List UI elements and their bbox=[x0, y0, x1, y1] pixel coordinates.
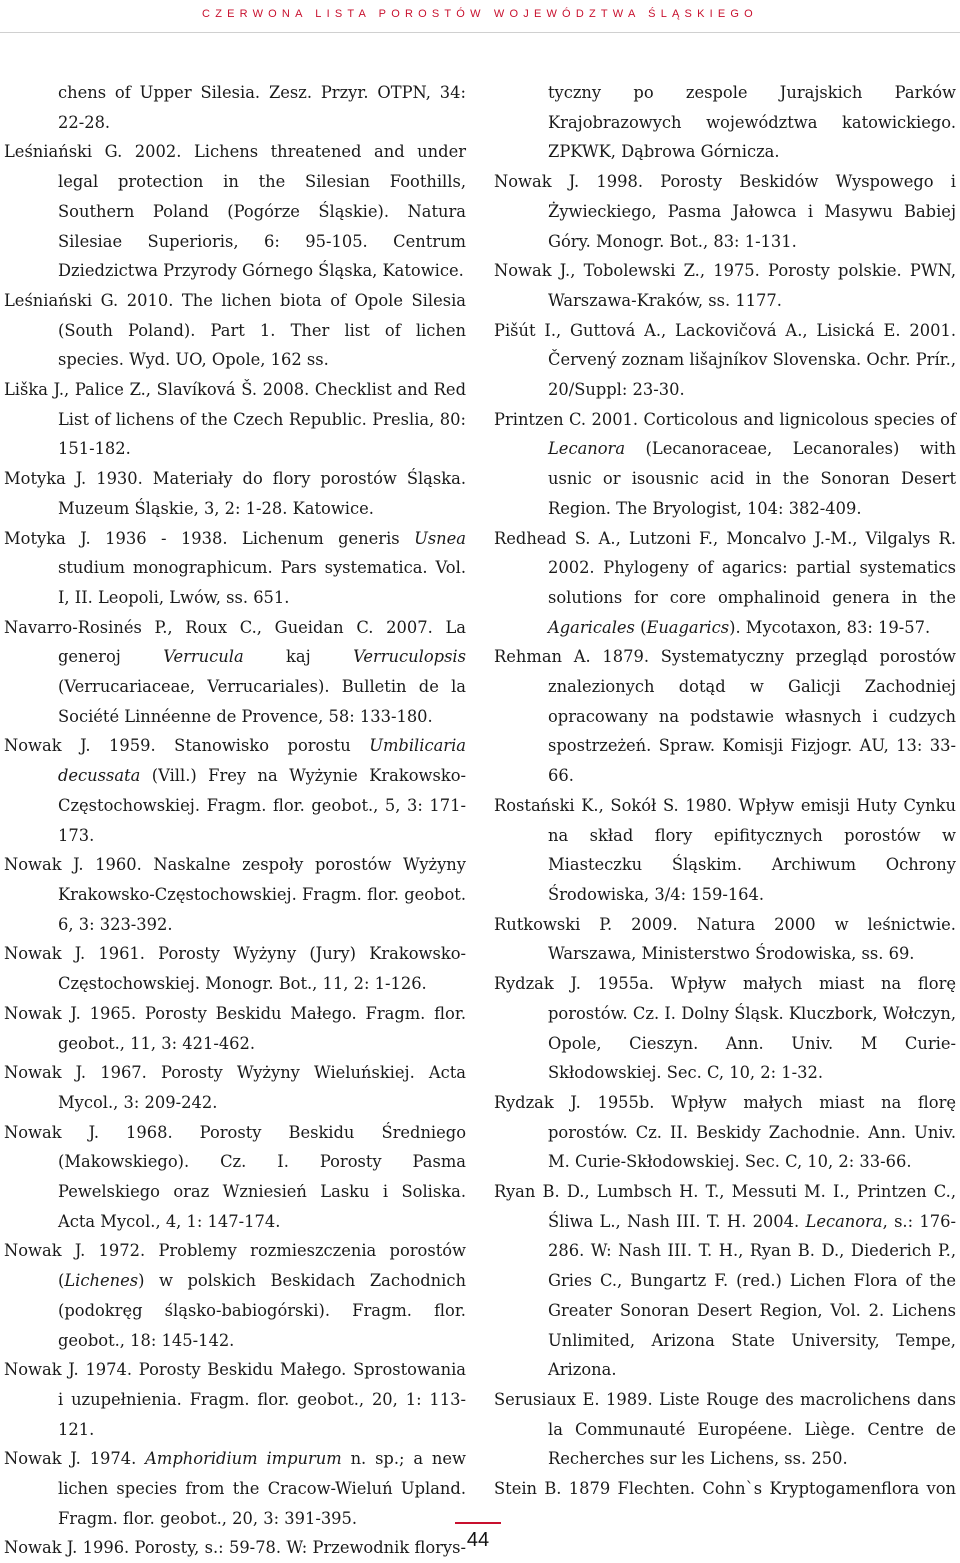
reference-text: Stein B. 1879 Flechten. Cohn`s Kryptogamenflora von bbox=[494, 1479, 956, 1499]
reference-text: Leśniański G. 2010. The lichen biota of Opole Silesia (South Poland). Part 1. Ther list of lichen species. Wyd. UO, Opole, 162 ss. bbox=[4, 290, 466, 370]
reference-entry bbox=[494, 316, 956, 405]
reference-entry bbox=[4, 375, 466, 464]
reference-text: Printzen C. 2001. Corticolous and lignicolous species of bbox=[494, 409, 956, 429]
reference-entry bbox=[494, 1177, 956, 1385]
reference-entry bbox=[494, 642, 956, 791]
reference-entry bbox=[494, 78, 956, 167]
page-number: 44 bbox=[455, 1522, 501, 1552]
reference-text: Navarro-Rosinés P., Roux C., Gueidan C. 2007. La generoj bbox=[4, 617, 466, 667]
reference-entry bbox=[4, 464, 466, 523]
reference-text: Nowak J. 1959. Stanowisko porostu bbox=[4, 736, 370, 756]
reference-text: Rehman A. 1879. Systematyczny przegląd porostów znalezionych dotąd w Galicji Zachodniej opracowany na podstawie własnych i cudzych spostrzeżeń. Spraw. Komisji Fizjogr. AU, 13: 33-66. bbox=[494, 647, 956, 786]
reference-text: chens of Upper Silesia. Zesz. Przyr. OTPN, 34: 22-28. bbox=[58, 83, 466, 132]
reference-entry bbox=[4, 850, 466, 939]
reference-entry bbox=[494, 791, 956, 910]
reference-entry bbox=[494, 256, 956, 315]
reference-text: Nowak J. 1965. Porosty Beskidu Małego. Fragm. flor. geobot., 11, 3: 421-462. bbox=[4, 1003, 466, 1053]
reference-text: n. sp.; a new lichen species from the Cracow-Wieluń Upland. Fragm. flor. geobot., 20, 3: 391-395. bbox=[58, 1449, 466, 1528]
reference-text: Nowak J. 1961. Porosty Wyżyny (Jury) Krakowsko-Częstochowskiej. Monogr. Bot., 11, 2: 1-126. bbox=[4, 944, 466, 994]
reference-text: Rydzak J. 1955b. Wpływ małych miast na florę porostów. Cz. II. Beskidy Zachodnie. Ann. Univ. M. Curie-Skłodowskiej. Sec. C, 10, 2: 33-66. bbox=[494, 1092, 956, 1172]
references-right-column bbox=[494, 78, 956, 1504]
reference-entry bbox=[4, 1355, 466, 1444]
taxon-name: Verrucula bbox=[163, 647, 244, 667]
running-header: CZERWONA LISTA POROSTÓW WOJEWÓDZTWA ŚLĄSKIEGO bbox=[202, 8, 758, 20]
reference-text: Nowak J. 1998. Porosty Beskidów Wyspowego i Żywieckiego, Pasma Jałowca i Masywu Babiej Góry. Monogr. Bot., 83: 1-131. bbox=[494, 172, 956, 251]
taxon-name: Euagarics bbox=[646, 617, 730, 637]
reference-entry bbox=[4, 137, 466, 286]
reference-entry bbox=[494, 405, 956, 524]
reference-text: Rutkowski P. 2009. Natura 2000 w leśnictwie. Warszawa, Ministerstwo Środowiska, ss. 69. bbox=[494, 914, 956, 964]
reference-text: Leśniański G. 2002. Lichens threatened and under legal protection in the Silesian Foothills, Southern Poland (Pogórze Śląskie). Natura Silesiae Superioris, 6: 95-105. Centrum Dziedzictwa Przyrody Górnego Śląska, Katowice. bbox=[4, 142, 466, 281]
reference-text: tyczny po zespole Jurajskich Parków Krajobrazowych województwa katowickiego. ZPKWK, Dąbrowa Górnicza. bbox=[548, 83, 956, 162]
reference-text: Nowak J. 1996. Porosty, s.: 59-78. W: Przewodnik florys- bbox=[4, 1538, 466, 1558]
reference-text: Nowak J. 1974. Porosty Beskidu Małego. Sprostowania i uzupełnienia. Fragm. flor. geobot., 20, 1: 113-121. bbox=[4, 1360, 466, 1439]
reference-text: Motyka J. 1930. Materiały do flory porostów Śląska. Muzeum Śląskie, 3, 2: 1-28. Katowice. bbox=[4, 469, 466, 518]
taxon-name: Lecanora bbox=[548, 439, 626, 459]
reference-text: Serusiaux E. 1989. Liste Rouge des macrolichens dans la Communauté Européene. Liège. Centre de Recherches sur les Lichens, ss. 250. bbox=[494, 1389, 956, 1469]
reference-text: Liška J., Palice Z., Slavíková Š. 2008. Checklist and Red List of lichens of the Czech Republic. Preslia, 80: 151-182. bbox=[4, 380, 466, 459]
reference-entry bbox=[494, 969, 956, 1088]
reference-entry bbox=[494, 167, 956, 256]
reference-entry bbox=[4, 524, 466, 613]
reference-entry bbox=[494, 1474, 956, 1504]
taxon-name: Verruculopsis bbox=[353, 647, 466, 667]
reference-text: Motyka J. 1936 - 1938. Lichenum generis bbox=[4, 528, 415, 548]
reference-text: Nowak J. 1967. Porosty Wyżyny Wieluńskiej. Acta Mycol., 3: 209-242. bbox=[4, 1063, 466, 1112]
reference-entry bbox=[4, 78, 466, 137]
taxon-name: Amphoridium impurum bbox=[145, 1449, 342, 1469]
reference-entry bbox=[4, 286, 466, 375]
reference-text: Nowak J. 1960. Naskalne zespoły porostów Wyżyny Krakowsko-Częstochowskiej. Fragm. flor. geobot. 6, 3: 323-392. bbox=[4, 855, 466, 934]
reference-text: (Lecanoraceae, Lecanorales) with usnic or isousnic acid in the Sonoran Desert Region. The Bryologist, 104: 382-409. bbox=[548, 439, 956, 518]
taxon-name: Usnea bbox=[414, 528, 466, 548]
reference-entry bbox=[4, 1118, 466, 1237]
reference-text: Pišút I., Guttová A., Lackovičová A., Lisická E. 2001. Červený zoznam lišajníkov Slovenska. Ochr. Prír., 20/Suppl: 23-30. bbox=[494, 320, 956, 400]
reference-text: (Vill.) Frey na Wyżynie Krakowsko-Częstochowskiej. Fragm. flor. geobot., 5, 3: 171-173. bbox=[58, 766, 466, 845]
reference-text: Rostański K., Sokół S. 1980. Wpływ emisji Huty Cynku na skład flory epifitycznych porostów w Miasteczku Śląskim. Archiwum Ochrony Środowiska, 3/4: 159-164. bbox=[494, 795, 956, 904]
reference-entry bbox=[494, 524, 956, 643]
reference-entry bbox=[4, 731, 466, 850]
reference-text: Ryan B. D., Lumbsch H. T., Messuti M. I., Printzen C., Śliwa L., Nash III. T. H. 2004. bbox=[494, 1182, 956, 1231]
reference-text: Rydzak J. 1955a. Wpływ małych miast na florę porostów. Cz. I. Dolny Śląsk. Kluczbork, Wołczyn, Opole, Cieszyn. Ann. Univ. M Curie-Skłodowskiej. Sec. C, 10, 2: 1-32. bbox=[494, 974, 956, 1083]
reference-text: ) w polskich Beskidach Zachodnich (podokręg śląsko-babiogórski). Fragm. flor. geobot., 18: 145-142. bbox=[58, 1271, 466, 1350]
reference-text: , s.: 176-286. W: Nash III. T. H., Ryan B. D., Diederich P., Gries C., Bungartz F. (red.) Lichen Flora of the Greater Sonoran Desert Region, Vol. 2. Lichens Unlimited, Arizona State University, Tempe, Arizona. bbox=[548, 1211, 956, 1380]
reference-entry bbox=[4, 1444, 466, 1533]
reference-text: ( bbox=[634, 617, 647, 637]
reference-entry bbox=[494, 1088, 956, 1177]
reference-entry bbox=[4, 939, 466, 998]
reference-text: (Verrucariaceae, Verrucariales). Bulletin de la Société Linnéenne de Provence, 58: 133-180. bbox=[58, 677, 466, 726]
reference-text: Nowak J. 1968. Porosty Beskidu Średniego (Makowskiego). Cz. I. Porosty Pasma Pewelskiego oraz Wzniesień Lasku i Soliska. Acta Mycol., 4, 1: 147-174. bbox=[4, 1122, 466, 1231]
taxon-name: Umbilicaria decussata bbox=[58, 736, 466, 786]
reference-entry bbox=[4, 1533, 466, 1563]
reference-text: Nowak J. 1974. bbox=[4, 1449, 146, 1469]
taxon-name: Agaricales bbox=[548, 617, 635, 637]
taxon-name: Lichenes bbox=[64, 1271, 139, 1291]
reference-text: Nowak J. 1972. Problemy rozmieszczenia porostów ( bbox=[4, 1241, 466, 1291]
reference-entry bbox=[4, 613, 466, 732]
reference-entry bbox=[494, 910, 956, 969]
reference-entry bbox=[494, 1385, 956, 1474]
reference-entry bbox=[4, 999, 466, 1058]
reference-text: studium monographicum. Pars systematica. Vol. I, II. Leopoli, Lwów, ss. 651. bbox=[58, 558, 466, 607]
taxon-name: Lecanora bbox=[805, 1211, 883, 1231]
reference-entry bbox=[4, 1236, 466, 1355]
reference-text: ). Mycotaxon, 83: 19-57. bbox=[729, 617, 931, 637]
reference-text: kaj bbox=[243, 647, 354, 667]
references-left-column bbox=[4, 78, 466, 1563]
header-divider bbox=[0, 32, 960, 33]
reference-text: Redhead S. A., Lutzoni F., Moncalvo J.-M., Vilgalys R. 2002. Phylogeny of agarics: partial systematics solutions for core omphalinoid genera in the bbox=[494, 528, 956, 607]
reference-entry bbox=[4, 1058, 466, 1117]
reference-text: Nowak J., Tobolewski Z., 1975. Porosty polskie. PWN, Warszawa-Kraków, ss. 1177. bbox=[494, 261, 956, 310]
